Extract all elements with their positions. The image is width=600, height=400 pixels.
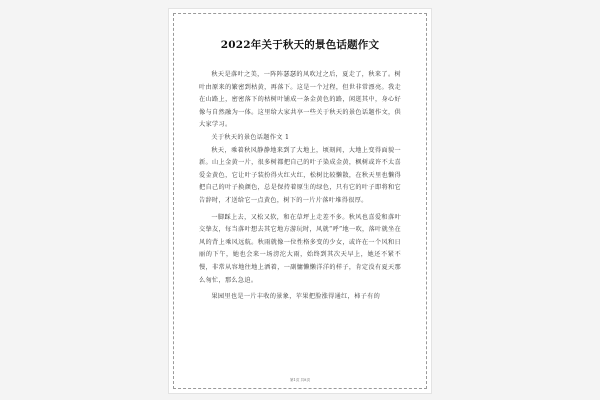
document-body [199,69,401,377]
body-paragraph: 果园里也是一片丰收的景象，苹果把脸涨得通红，柿子有的 [211,293,381,301]
body-paragraph: 秋天，乘着秋风静静地来到了大地上，顷刻间，大地上变得面貌一新。山上金黄一片，很多树都把自己的叶子染成金黄，枫树或许不太喜爱金黄色，它让叶子装扮得火红火红，松树比较懒散，在秋天里也懒得把自己的叶子换颜色，总是保持着原生的绿色，只有它的叶子即将和它告辞时，才送给它一点黄色，树下的一片片落叶堆得很厚。 [199,146,401,204]
intro-paragraph: 秋天是落叶之美，一阵阵瑟瑟的风吹过之后，夏走了，秋来了。树叶由原来的繁密到枯黄，再落下。这是一个过程，但世非常漂亮。我走在山路上，密密落下的枯树叶铺成一条金黄色的路，闲逛其中，身心好像与自然融为一体。这里给大家共享一些关于秋天的景色话题作文，供大家学习。 [199,71,401,129]
section-heading: 关于秋天的景色话题作文 1 [211,133,290,141]
page-number: 第1页 共8页 [289,378,311,382]
document-title: 2022年关于秋天的景色话题作文 [220,39,380,51]
body-paragraph: 一脚踩上去，又松又软，和在草坪上走差不多。秋风也喜爱和落叶交挚友，每当落叶想去其它地方游玩时，风就“呼”地一吹，落叶就坐在风的背上乘风远航。秋雨就像一位性格多变的少女，或许在一个风和日丽的下午，她也会来一场滂沱大雨，始终到其次天早上，她还不紧不慢，非常从容地往地上洒着，一副慵懒懒洋洋的样子，肯定没有夏天那么匆忙，那么急迫。 [199,213,401,284]
document-page [168,8,432,394]
